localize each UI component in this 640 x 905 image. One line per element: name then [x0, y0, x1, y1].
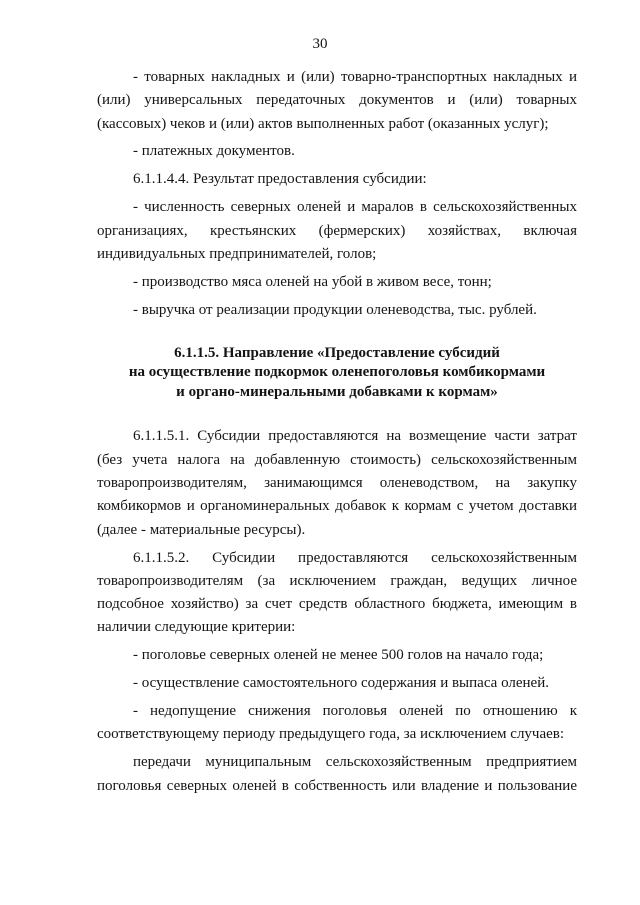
paragraph-subsidy-recipients: 6.1.1.5.2. Субсидии предоставляются сельскохозяйственным товаропроизводителям (за исключением граждан, ведущих личное подсобное хозяйство) за счет средств областного бюджета, имеющим в наличии следующие критерии: [97, 549, 577, 636]
paragraph-result-title: 6.1.1.4.4. Результат предоставления субсидии: [133, 171, 427, 188]
section-heading-line: на осуществление подкормок оленепоголовья комбикормами [128, 364, 546, 381]
section-heading-line: 6.1.1.5. Направление «Предоставление субсидий [174, 344, 500, 361]
paragraph-deer-count: - численность северных оленей и маралов в сельскохозяйственных организациях, крестьянских (фермерских) хозяйствах, включая индивидуальных предпринимателей, голов; [97, 199, 577, 262]
document-body [97, 66, 577, 802]
paragraph-payment-docs: - платежных документов. [133, 143, 295, 160]
paragraph-invoices: - товарных накладных и (или) товарно-транспортных накладных и (или) универсальных передаточных документов и (или) товарных (кассовых) чеков и (или) актов выполненных работ (оказанных услуг); [97, 69, 577, 132]
page-number: 30 [312, 36, 328, 52]
paragraph-revenue: - выручка от реализации продукции оленеводства, тыс. рублей. [133, 301, 537, 318]
section-heading [97, 344, 577, 403]
section-heading-line: и органо-минеральными добавками к кормам» [176, 383, 498, 400]
paragraph-criterion-grazing: - осуществление самостоятельного содержания и выпаса оленей. [133, 675, 549, 692]
paragraph-criterion-herd-size: - поголовье северных оленей не менее 500 голов на начало года; [133, 647, 544, 664]
paragraph-subsidy-purpose: 6.1.1.5.1. Субсидии предоставляются на возмещение части затрат (без учета налога на добавленную стоимость) сельскохозяйственным товаропроизводителям, занимающимся оленеводством, на закупку комбикормов и органоминеральных добавок к кормам с учетом доставки (далее - материальные ресурсы). [97, 428, 577, 538]
paragraph-meat-production: - производство мяса оленей на убой в живом весе, тонн; [133, 273, 492, 290]
paragraph-transfer-exception: передачи муниципальным сельскохозяйственным предприятием поголовья северных оленей в собственность или владение и пользование [97, 754, 577, 794]
paragraph-criterion-no-decline: - недопущение снижения поголовья оленей по отношению к соответствующему периоду предыдущего года, за исключением случаев: [97, 703, 577, 743]
